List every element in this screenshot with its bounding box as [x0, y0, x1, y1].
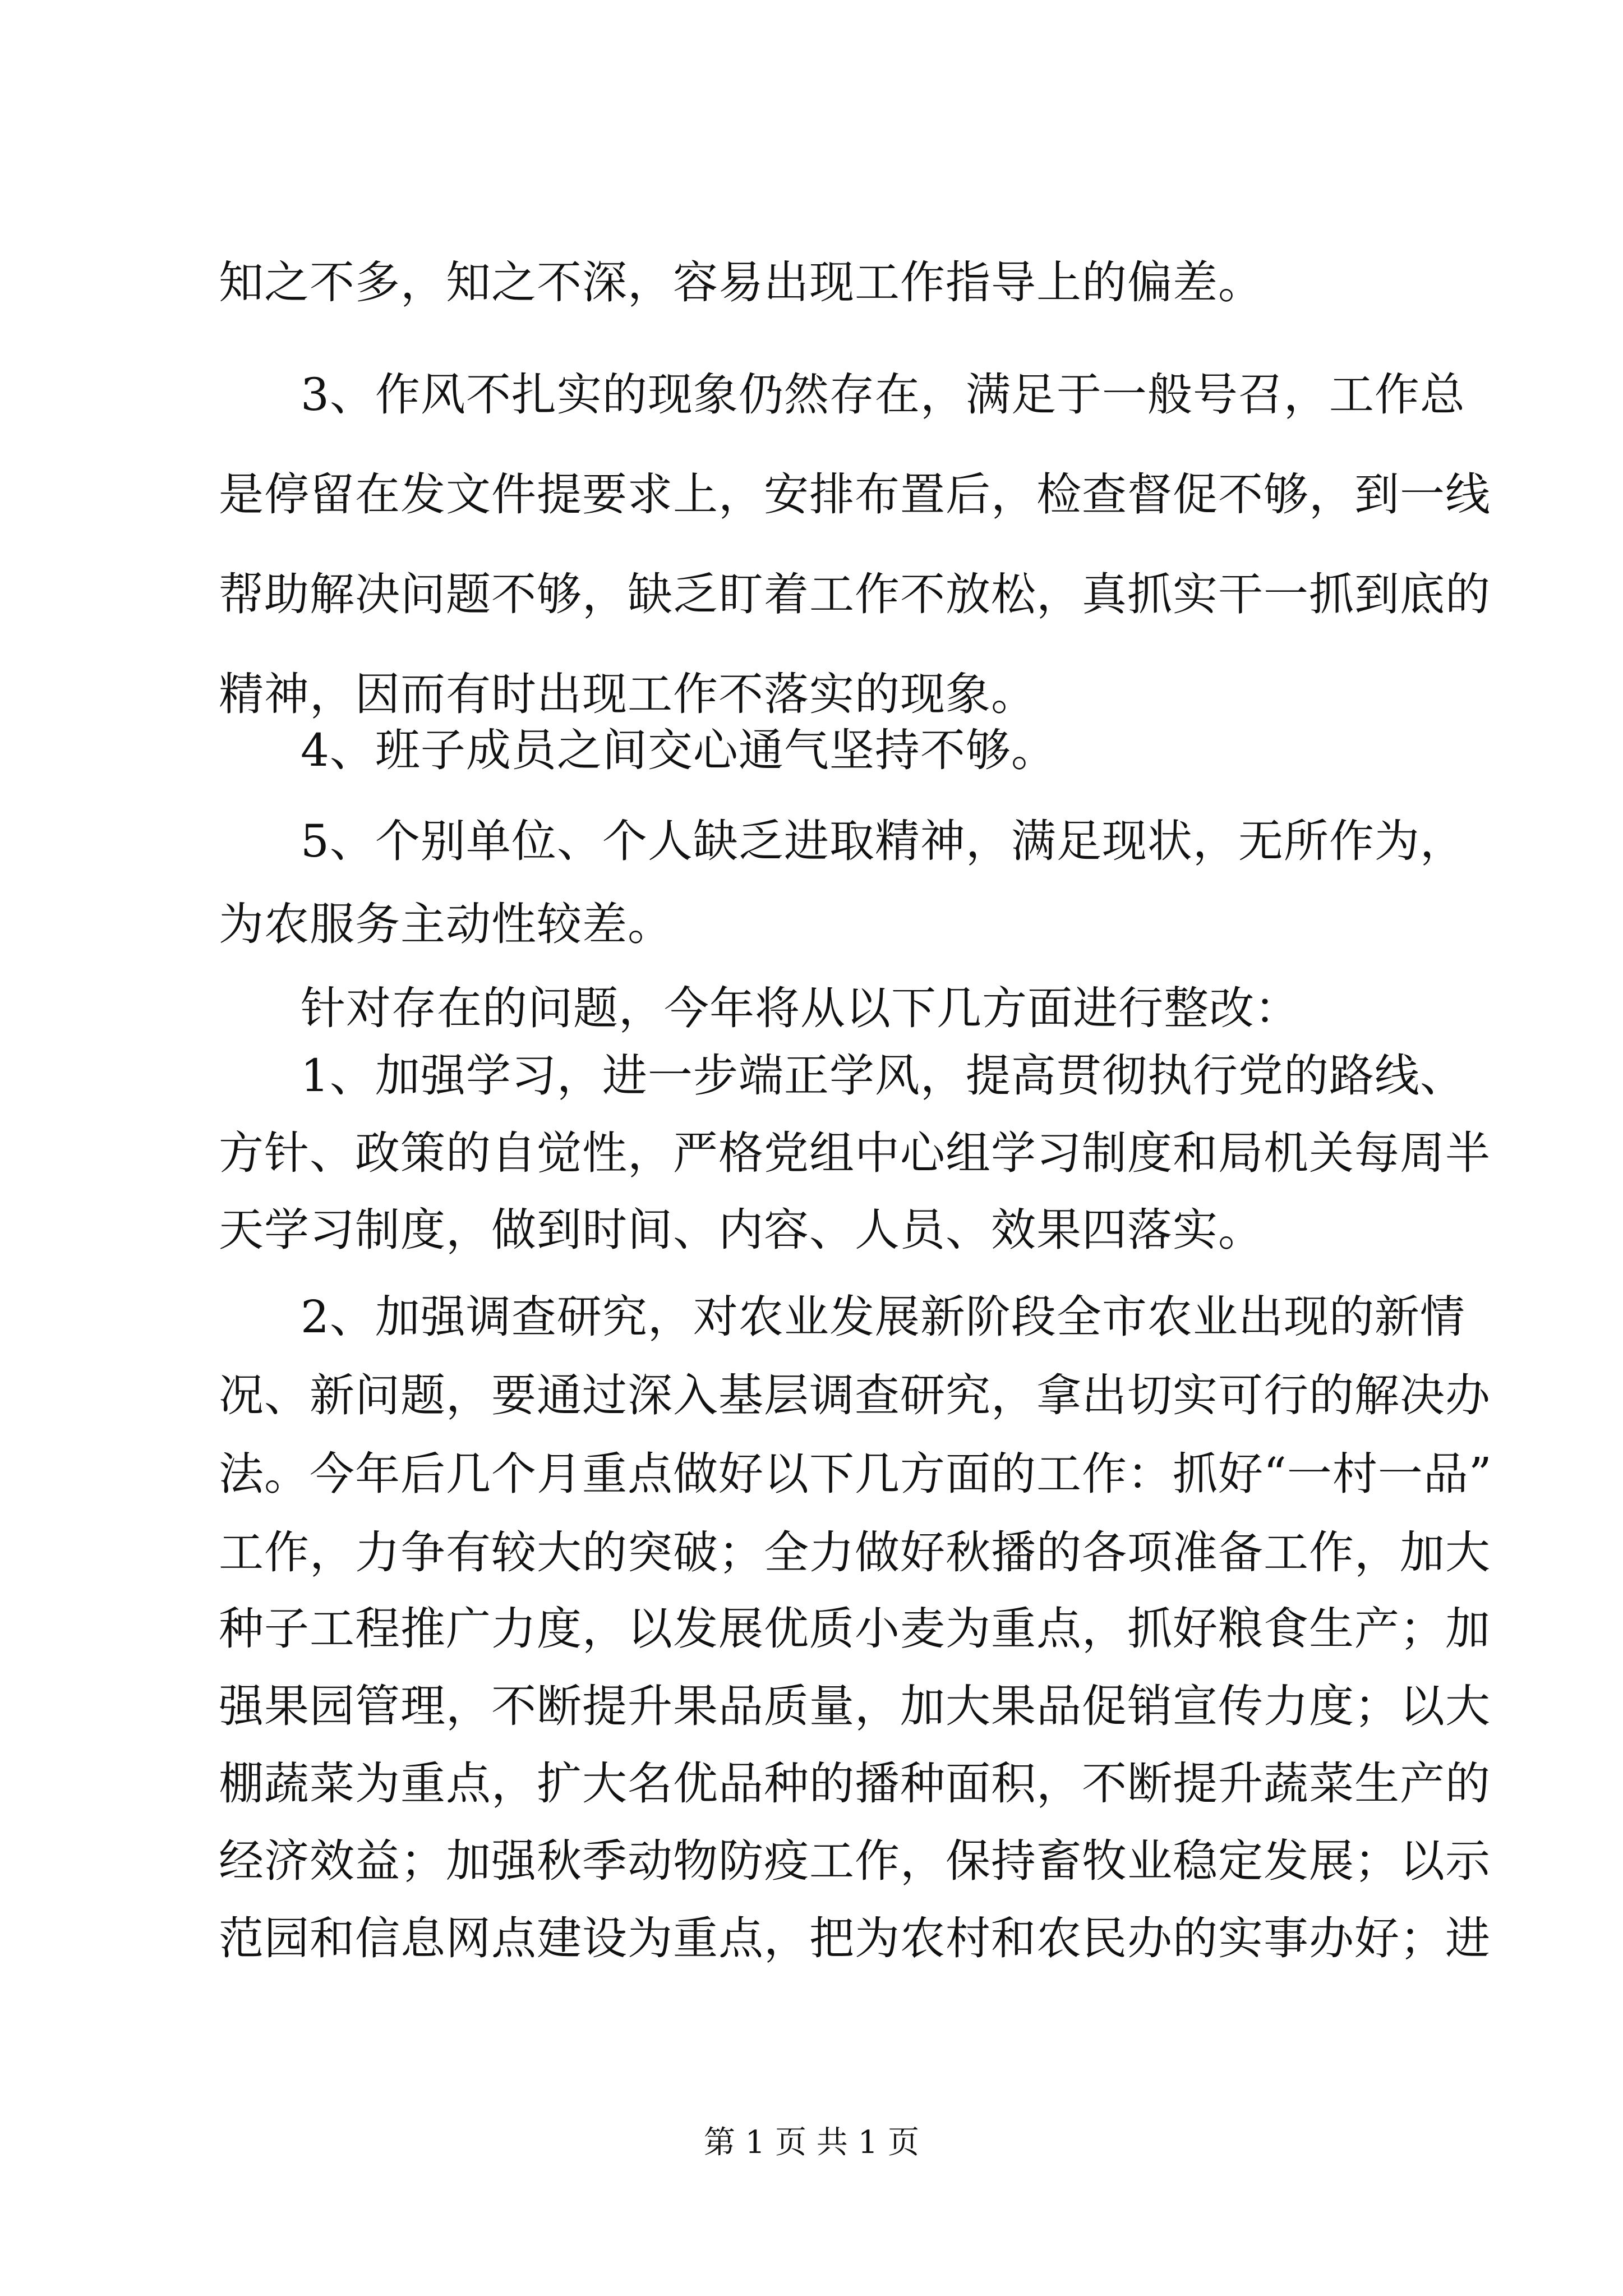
text-line: 1、加强学习，进一步端正学风，提高贯彻执行党的路线、: [301, 1050, 1465, 1102]
text-line: 知之不多，知之不深，容易出现工作指导上的偏差。: [219, 256, 1264, 309]
text-line: 工作，力争有较大的突破；全力做好秋播的各项准备工作，加大: [219, 1526, 1491, 1579]
text-line: 精神，因而有时出现工作不落实的现象。: [219, 668, 1036, 720]
text-line: 帮助解决问题不够，缺乏盯着工作不放松，真抓实干一抓到底的: [219, 568, 1491, 620]
text-line: 4、班子成员之间交心通气坚持不够。: [301, 724, 1057, 776]
text-line: 为农服务主动性较差。: [219, 898, 673, 950]
text-line: 种子工程推广力度，以发展优质小麦为重点，抓好粮食生产；加: [219, 1603, 1491, 1655]
text-line: 强果园管理，不断提升果品质量，加大果品促销宣传力度；以大: [219, 1680, 1491, 1732]
text-line: 3、作风不扎实的现象仍然存在，满足于一般号召，工作总: [301, 369, 1465, 421]
text-line: 棚蔬菜为重点，扩大名优品种的播种面积，不断提升蔬菜生产的: [219, 1757, 1491, 1810]
text-line: 5、个别单位、个人缺乏进取精神，满足现状，无所作为，: [301, 815, 1465, 867]
text-line: 方针、政策的自觉性，严格党组中心组学习制度和局机关每周半: [219, 1127, 1491, 1179]
text-line: 天学习制度，做到时间、内容、人员、效果四落实。: [219, 1204, 1264, 1256]
text-line: 范园和信息网点建设为重点，把为农村和农民办的实事办好；进: [219, 1912, 1491, 1964]
text-line: 针对存在的问题，今年将从以下几方面进行整改：: [301, 982, 1300, 1034]
text-line: 是停留在发文件提要求上，安排布置后，检查督促不够，到一线: [219, 468, 1491, 521]
page-number-footer: 第 1 页 共 1 页: [703, 2124, 920, 2161]
text-line: 法。今年后几个月重点做好以下几方面的工作：抓好“一村一品”: [219, 1448, 1492, 1500]
text-line: 2、加强调查研究，对农业发展新阶段全市农业出现的新情: [301, 1291, 1465, 1343]
text-line: 况、新问题，要通过深入基层调查研究，拿出切实可行的解决办: [219, 1369, 1491, 1421]
text-line: 经济效益；加强秋季动物防疫工作，保持畜牧业稳定发展；以示: [219, 1835, 1491, 1887]
